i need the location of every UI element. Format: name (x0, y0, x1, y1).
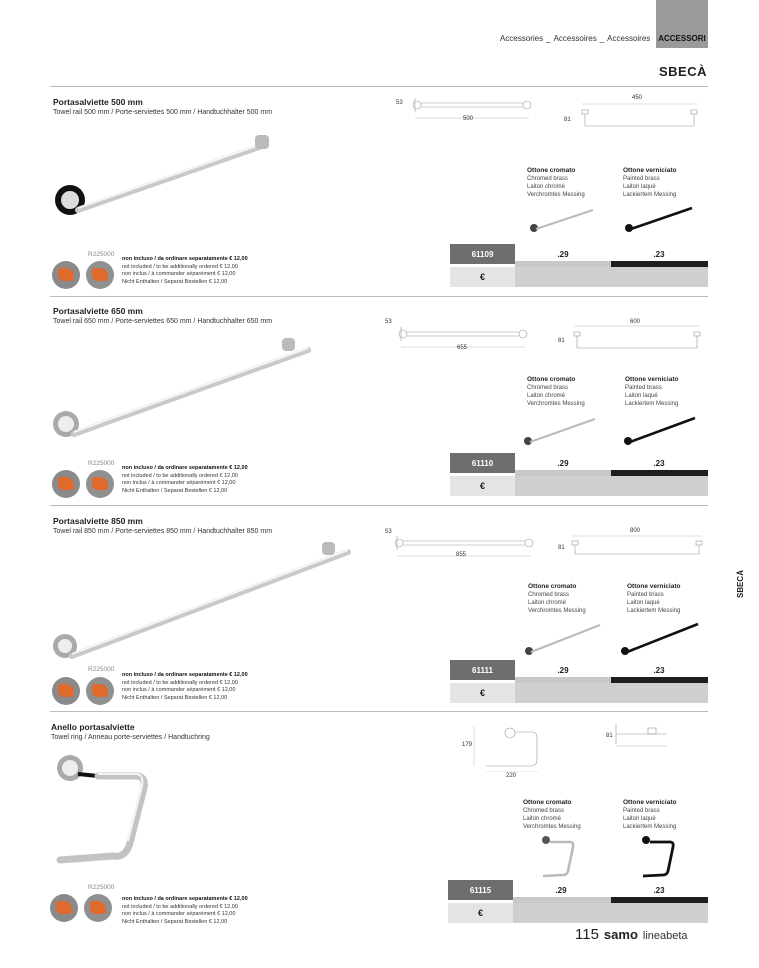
accessory-image (86, 261, 114, 289)
footer (575, 926, 688, 943)
side-series-label: SBECÀ (736, 570, 745, 599)
accessory-line: non inclus / à commander séparément € 12,00 (122, 480, 236, 486)
dimension-label: 81 (564, 117, 571, 123)
breadcrumb-item[interactable]: Accessoires (553, 34, 597, 43)
painted-thumbnail (620, 413, 700, 448)
product-subtitle: Towel rail 650 mm / Porte-serviettes 650 mm / Handtuchhalter 650 mm (53, 318, 273, 325)
finish-chrome (523, 799, 581, 831)
accessory-line: non incluso / da ordinare separatamente € 12,00 (122, 465, 248, 471)
chrome-thumbnail (520, 413, 600, 448)
finish-line: Painted brass (623, 176, 660, 182)
dimension-drawing-side (568, 322, 708, 354)
dimension-label: 81 (606, 733, 613, 739)
accessory-code: R225000 (88, 666, 115, 673)
page-number: 115 (575, 926, 599, 943)
accessory-line: Nicht Enthalten / Separat Bestellen € 12,00 (122, 918, 228, 925)
accessory-note (122, 465, 248, 495)
dimension-label: 81 (558, 338, 565, 344)
accessory-line: Nicht Enthalten / Separat Bestellen € 12,00 (122, 694, 228, 701)
currency-label: € (450, 476, 515, 496)
product-title: Portasalviette 500 mm (53, 97, 143, 107)
accessory-line: non incluso / da ordinare separatamente € 12,00 (122, 896, 248, 902)
chrome-code-suffix: .29 (557, 249, 569, 259)
finish-line: Laiton laqué (623, 184, 656, 190)
accessory-line: not included / to be additionally ordered € 12,00 (122, 263, 238, 270)
category-tab[interactable] (656, 0, 708, 48)
finish-line: Chromed brass (528, 592, 570, 598)
product-subtitle: Towel rail 500 mm / Porte-serviettes 500 mm / Handtuchhalter 500 mm (53, 109, 273, 116)
finish-line: Chromed brass (523, 808, 565, 814)
product-code: 61110 (450, 453, 515, 473)
accessory-line: Nicht Enthalten / Separat Bestellen € 12,00 (122, 487, 228, 494)
dimension-label: 600 (630, 319, 641, 325)
towel-rail-image (50, 332, 320, 442)
dimension-drawing-side (568, 532, 708, 562)
finish-line: Laiton chromé (523, 816, 562, 822)
accessory-image (50, 894, 78, 922)
price-row (515, 476, 708, 496)
finish-line: Painted brass (623, 808, 660, 814)
finish-line: Laiton laqué (627, 600, 660, 606)
brand-logo: samo (603, 927, 638, 942)
finish-line: Verchromtes Messing (528, 608, 586, 614)
accessory-line: non inclus / à commander séparément € 12,00 (122, 271, 236, 277)
accessory-image (84, 894, 112, 922)
painted-code-suffix: .23 (653, 885, 665, 895)
finish-title: Ottone verniciato (623, 799, 677, 806)
accessory-line: not included / to be additionally ordered € 12,00 (122, 679, 238, 686)
divider (50, 505, 708, 506)
dimension-label: 450 (632, 95, 643, 101)
accessory-line: non inclus / à commander séparément € 12,00 (122, 687, 236, 693)
finish-chrome (528, 583, 586, 615)
finish-title: Ottone verniciato (625, 376, 679, 383)
brand-line: lineabeta (642, 930, 688, 942)
finish-title: Ottone cromato (523, 799, 572, 806)
accessory-code: R225000 (88, 460, 115, 467)
finish-title: Ottone verniciato (627, 583, 681, 590)
finish-line: Lackiertem Messing (625, 401, 679, 407)
dimension-label: 53 (385, 529, 392, 535)
dimension-drawing-front (472, 722, 552, 772)
finish-line: Lackiertem Messing (627, 608, 681, 614)
painted-thumbnail (638, 833, 683, 881)
finish-line: Lackiertem Messing (623, 192, 677, 198)
towel-rail-image (50, 538, 360, 668)
dimension-label: 53 (385, 319, 392, 325)
finish-line: Laiton chromé (527, 184, 566, 190)
finish-line: Lackiertem Messing (623, 824, 677, 830)
dimension-label: 81 (558, 545, 565, 551)
dimension-drawing-side (572, 100, 702, 132)
towel-rail-image (50, 125, 280, 225)
accessory-code: R225000 (88, 251, 115, 258)
product-code: 61115 (448, 880, 513, 900)
dimension-label: 500 (463, 116, 474, 122)
accessory-note (122, 896, 248, 926)
price-row (515, 267, 708, 287)
finish-line: Verchromtes Messing (523, 824, 581, 830)
painted-code-suffix: .23 (653, 249, 665, 259)
currency-label: € (450, 683, 515, 703)
finish-painted (623, 167, 676, 199)
category-tab-label: ACCESSORI (658, 34, 706, 43)
painted-code-suffix: .23 (653, 665, 665, 675)
breadcrumb-separator: _ (599, 34, 605, 43)
finish-line: Chromed brass (527, 176, 569, 182)
painted-code-suffix: .23 (653, 458, 665, 468)
chrome-thumbnail (522, 620, 604, 658)
product-title: Portasalviette 850 mm (53, 516, 143, 526)
dimension-label: 655 (457, 345, 468, 351)
product-title: Anello portasalviette (51, 722, 135, 732)
product-subtitle: Towel ring / Anneau porte-serviettes / Handtuchring (51, 734, 210, 741)
chrome-thumbnail (525, 202, 600, 237)
product-subtitle: Towel rail 850 mm / Porte-serviettes 850 mm / Handtuchhalter 850 mm (53, 528, 273, 535)
accessory-note (122, 256, 248, 286)
product-title: Portasalviette 650 mm (53, 306, 143, 316)
accessory-image (86, 677, 114, 705)
finish-line: Painted brass (625, 385, 662, 391)
finish-line: Verchromtes Messing (527, 401, 585, 407)
accessory-note (122, 672, 248, 702)
accessory-code: R225000 (88, 884, 115, 891)
breadcrumb-separator: _ (546, 34, 551, 43)
price-row (513, 903, 708, 923)
divider (50, 86, 708, 87)
finish-line: Laiton laqué (623, 816, 656, 822)
finish-line: Chromed brass (527, 385, 569, 391)
currency-label: € (450, 267, 515, 287)
painted-thumbnail (620, 202, 700, 237)
finish-line: Laiton laqué (625, 393, 658, 399)
chrome-code-suffix: .29 (557, 458, 569, 468)
breadcrumb-item[interactable]: Accessories (500, 34, 544, 43)
chrome-code-suffix: .29 (557, 665, 569, 675)
accessory-line: non incluso / da ordinare separatamente € 12,00 (122, 672, 248, 678)
divider (50, 296, 708, 297)
finish-title: Ottone verniciato (623, 167, 677, 174)
product-code: 61109 (450, 244, 515, 264)
dimension-label: 800 (630, 528, 641, 534)
finish-painted (623, 799, 676, 831)
dimension-label: 855 (456, 552, 467, 558)
price-row (515, 683, 708, 703)
accessory-image (86, 470, 114, 498)
accessory-line: not included / to be additionally ordered € 12,00 (122, 472, 238, 479)
painted-thumbnail (618, 620, 703, 658)
finish-painted (625, 376, 678, 408)
accessory-line: non inclus / à commander séparément € 12,00 (122, 911, 236, 917)
accessory-line: non incluso / da ordinare separatamente € 12,00 (122, 256, 248, 262)
finish-line: Painted brass (627, 592, 664, 598)
accessory-image (52, 677, 80, 705)
dimension-drawing-side (612, 722, 672, 752)
finish-chrome (527, 167, 585, 199)
accessory-line: not included / to be additionally ordered € 12,00 (122, 903, 238, 910)
dimension-label: 179 (462, 742, 473, 748)
chrome-thumbnail (538, 833, 583, 881)
finish-title: Ottone cromato (528, 583, 577, 590)
divider (50, 711, 708, 712)
finish-line: Verchromtes Messing (527, 192, 585, 198)
finish-title: Ottone cromato (527, 167, 576, 174)
dimension-label: 220 (506, 773, 517, 779)
finish-line: Laiton chromé (527, 393, 566, 399)
towel-ring-image (48, 748, 158, 873)
accessory-line: Nicht Enthalten / Separat Bestellen € 12,00 (122, 278, 228, 285)
product-code: 61111 (450, 660, 515, 680)
finish-line: Laiton chromé (528, 600, 567, 606)
currency-label: € (448, 903, 513, 923)
accessory-image (52, 470, 80, 498)
finish-chrome (527, 376, 585, 408)
chrome-code-suffix: .29 (555, 885, 567, 895)
finish-title: Ottone cromato (527, 376, 576, 383)
breadcrumb-item[interactable]: Accessoires (607, 34, 651, 43)
dimension-drawing-front (393, 534, 538, 564)
dimension-label: 53 (396, 100, 403, 106)
series-title: SBECÀ (658, 64, 707, 79)
finish-painted (627, 583, 680, 615)
accessory-image (52, 261, 80, 289)
breadcrumb (500, 34, 650, 43)
